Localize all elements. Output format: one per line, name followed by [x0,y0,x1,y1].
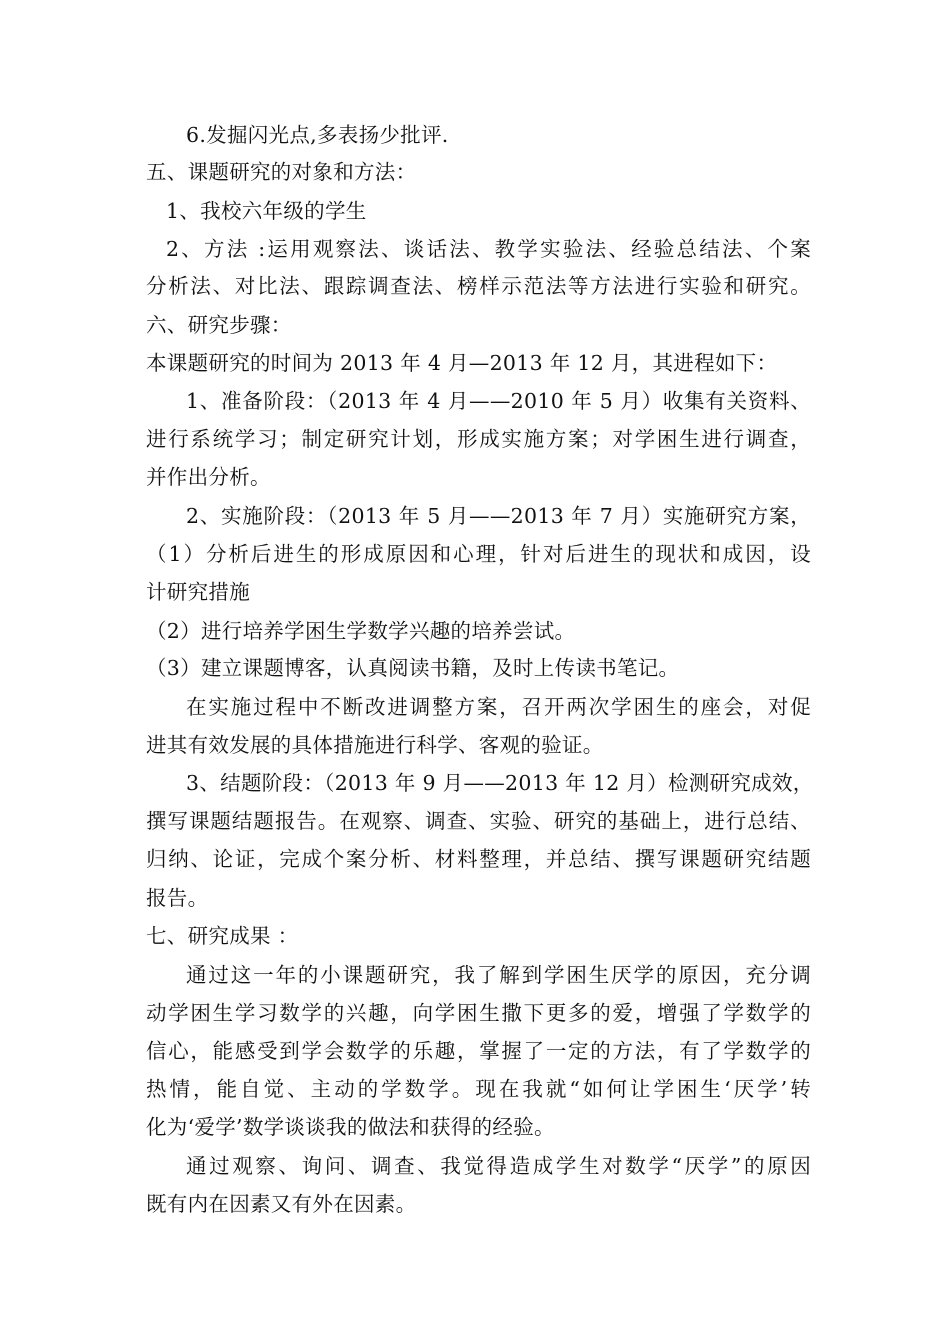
section-heading-7: 七、研究成果 ： [146,924,299,948]
text-line-15: （3）建立课题博客，认真阅读书籍，及时上传读书笔记。 [146,656,680,680]
text-line-27: 化为‘爱学’数学谈谈我的做法和获得的经验。 [146,1115,555,1139]
text-line-17: 进其有效发展的具体措施进行科学、客观的验证。 [146,733,604,757]
text-line-24: 动学困生学习数学的兴趣，向学困生撒下更多的爱，增强了学数学的 [146,1001,811,1025]
text-line-7: 本课题研究的时间为 2013 年 4 月—2013 年 12 月，其进程如下： [146,351,778,375]
text-line-11: 2、实施阶段：（2013 年 5 月——2013 年 7 月）实施研究方案， [186,504,811,528]
text-line-14: （2）进行培养学困生学数学兴趣的培养尝试。 [146,619,576,643]
text-line-1: 6.发掘闪光点,多表扬少批评. [186,123,449,147]
text-line-10: 并作出分析。 [146,465,271,489]
text-line-25: 信心，能感受到学会数学的乐趣，掌握了一定的方法，有了学数学的 [146,1039,811,1063]
text-line-3: 1、我校六年级的学生 [166,199,367,223]
text-line-5: 分析法、对比法、跟踪调查法、榜样示范法等方法进行实验和研究。 [146,274,811,298]
text-line-26: 热情，能自觉、主动的学数学。现在我就“如何让学困生‘厌学’转 [146,1077,811,1101]
text-line-28: 通过观察、询问、调查、我觉得造成学生对数学“厌学”的原因 [186,1154,811,1178]
text-line-16: 在实施过程中不断改进调整方案，召开两次学困生的座会，对促 [186,695,811,719]
text-line-21: 报告。 [146,886,209,910]
section-heading-5: 五、课题研究的对象和方法： [146,160,417,184]
text-line-12: （1）分析后进生的形成原因和心理，针对后进生的现状和成因，设 [146,542,811,566]
text-line-8: 1、准备阶段：（2013 年 4 月——2010 年 5 月）收集有关资料、 [186,389,811,413]
text-line-20: 归纳、论证，完成个案分析、材料整理，并总结、撰写课题研究结题 [146,847,811,871]
text-line-13: 计研究措施 [146,580,250,604]
text-line-9: 进行系统学习；制定研究计划，形成实施方案；对学困生进行调查， [146,427,811,451]
text-line-18: 3、结题阶段：（2013 年 9 月——2013 年 12 月）检测研究成效， [186,771,814,795]
text-line-29: 既有内在因素又有外在因素。 [146,1192,417,1216]
text-line-4: 2、方法 :运用观察法、谈话法、教学实验法、经验总结法、个案 [166,237,811,261]
text-line-23: 通过这一年的小课题研究，我了解到学困生厌学的原因，充分调 [186,963,811,987]
text-line-19: 撰写课题结题报告。在观察、调查、实验、研究的基础上，进行总结、 [146,809,811,833]
section-heading-6: 六、研究步骤： [146,313,292,337]
